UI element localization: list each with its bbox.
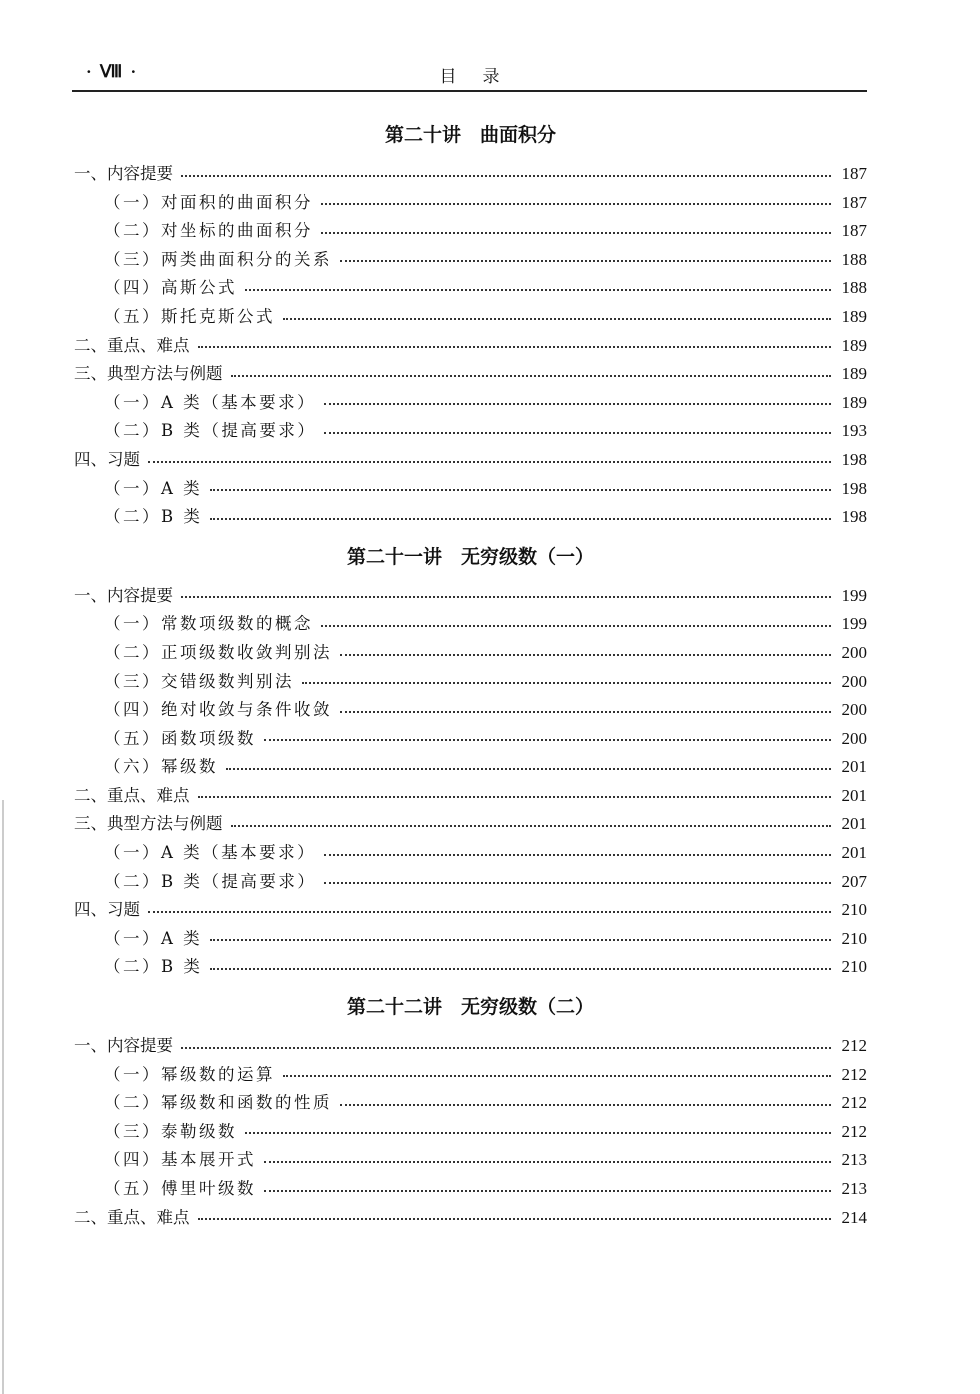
toc-entry-label: （四）高斯公式 [104, 278, 237, 298]
dot-leader [321, 232, 831, 234]
dot-leader [198, 346, 832, 348]
dot-leader [264, 739, 831, 741]
dot-leader [210, 939, 831, 941]
dot-leader [210, 518, 831, 520]
toc-entry[interactable] [74, 953, 867, 982]
toc-entry[interactable] [74, 925, 867, 954]
toc-entry[interactable] [74, 868, 867, 897]
dot-leader [264, 1161, 831, 1163]
toc-entry-page: 212 [841, 1064, 867, 1084]
binding-edge [2, 800, 4, 1394]
toc-entry-label: （二）B 类 [104, 507, 203, 527]
toc-entry[interactable] [74, 475, 867, 504]
toc-entry[interactable] [74, 332, 867, 361]
toc-entry[interactable] [74, 668, 867, 697]
toc-entry-page: 189 [841, 364, 867, 384]
toc-entry-page: 200 [841, 728, 867, 748]
toc-entry-page: 210 [841, 928, 867, 948]
toc-entry-page: 214 [841, 1207, 867, 1227]
toc-entry[interactable] [74, 189, 867, 218]
toc-entry[interactable] [74, 725, 867, 754]
toc-entry-page: 200 [841, 671, 867, 691]
dot-leader [245, 1132, 831, 1134]
toc-entry-page: 198 [841, 507, 867, 527]
toc-entry[interactable] [74, 753, 867, 782]
toc-entry-label: （一）A 类 [104, 478, 203, 498]
section-title: 第二十二讲 无穷级数（二） [346, 996, 594, 1019]
toc-entry-page: 212 [841, 1121, 867, 1141]
toc-entry-page: 200 [841, 700, 867, 720]
toc-entry[interactable] [74, 610, 867, 639]
toc-entry-label: （五）傅里叶级数 [104, 1179, 256, 1198]
section-title: 第二十讲 曲面积分 [384, 124, 556, 146]
dot-leader [210, 968, 831, 970]
toc-entry[interactable] [74, 1032, 867, 1061]
toc-entry[interactable] [74, 839, 867, 868]
toc-entry[interactable] [74, 446, 867, 475]
toc-section [74, 116, 867, 532]
toc-entry-label: （二）B 类 [104, 957, 203, 977]
toc-entry[interactable] [74, 582, 867, 611]
dot-leader [340, 711, 831, 713]
dot-leader [231, 825, 832, 827]
toc-entry[interactable] [74, 1061, 867, 1090]
page-title: 目录 [439, 67, 526, 87]
dot-leader [283, 1075, 831, 1077]
toc-entry-page: 201 [841, 843, 867, 863]
toc-entry-page: 189 [841, 335, 867, 355]
dot-leader [264, 1190, 831, 1192]
dot-leader [226, 768, 831, 770]
toc-entry-label: （一）A 类 [104, 928, 203, 948]
toc-entry[interactable] [74, 389, 867, 418]
toc-entry[interactable] [74, 896, 867, 925]
toc-entry[interactable] [74, 274, 867, 303]
toc-entry-label: （六）幂级数 [104, 757, 218, 777]
toc-entry-label: 四、习题 [74, 449, 140, 469]
dot-leader [148, 461, 831, 463]
toc-entry-page: 198 [841, 478, 867, 498]
toc-entry-label: （一）常数项级数的概念 [104, 614, 313, 634]
toc-entry-label: （五）斯托克斯公式 [104, 306, 275, 326]
toc-entry-label: （三）交错级数判别法 [104, 671, 294, 691]
toc-entry-page: 201 [841, 757, 867, 777]
toc-entry-label: （三）泰勒级数 [104, 1121, 237, 1141]
toc-content [74, 116, 867, 1238]
toc-entry-label: 一、内容提要 [74, 164, 173, 183]
dot-leader [198, 1218, 832, 1220]
dot-leader [340, 1104, 831, 1106]
dot-leader [321, 625, 831, 627]
toc-entry[interactable] [74, 303, 867, 332]
dot-leader [340, 654, 831, 656]
toc-entry-page: 207 [841, 871, 867, 891]
toc-entry-label: （一）幂级数的运算 [104, 1064, 275, 1084]
toc-entry[interactable] [74, 639, 867, 668]
toc-entry[interactable] [74, 1175, 867, 1204]
toc-entry-page: 187 [841, 221, 867, 241]
toc-entry-page: 199 [841, 585, 867, 605]
toc-entry-label: （四）基本展开式 [104, 1150, 256, 1170]
dot-leader [181, 175, 831, 177]
toc-entry-label: 一、内容提要 [74, 585, 173, 605]
toc-entry-page: 199 [841, 614, 867, 634]
dot-leader [324, 432, 831, 434]
toc-entry[interactable] [74, 246, 867, 275]
toc-entry-label: （二）幂级数和函数的性质 [104, 1093, 332, 1113]
toc-entry[interactable] [74, 1118, 867, 1147]
toc-section [74, 988, 867, 1232]
toc-entry-page: 210 [841, 900, 867, 920]
toc-entry-page: 187 [841, 192, 867, 212]
toc-entry-page: 201 [841, 814, 867, 834]
toc-entry-label: （五）函数项级数 [104, 728, 256, 748]
toc-entry-page: 187 [841, 164, 867, 183]
toc-entry[interactable] [74, 810, 867, 839]
dot-leader [245, 289, 831, 291]
toc-entry-label: （一）对面积的曲面积分 [104, 192, 313, 212]
toc-entry[interactable] [74, 1146, 867, 1175]
dot-leader [302, 682, 831, 684]
dot-leader [321, 203, 831, 205]
toc-entry-label: （二）对坐标的曲面积分 [104, 221, 313, 241]
toc-entry[interactable] [74, 503, 867, 532]
toc-entry[interactable] [74, 360, 867, 389]
page-number: · Ⅷ · [86, 62, 139, 81]
toc-entry-page: 213 [841, 1150, 867, 1170]
toc-entry-label: 三、典型方法与例题 [74, 814, 223, 834]
dot-leader [231, 375, 832, 377]
toc-entry-label: 三、典型方法与例题 [74, 364, 223, 384]
toc-entry[interactable] [74, 782, 867, 811]
dot-leader [340, 260, 831, 262]
toc-entry-page: 210 [841, 957, 867, 977]
dot-leader [324, 403, 831, 405]
toc-entry[interactable] [74, 696, 867, 725]
toc-entry-label: （四）绝对收敛与条件收敛 [104, 700, 332, 720]
page-header [72, 56, 867, 92]
toc-entry[interactable] [74, 417, 867, 446]
toc-entry-label: （三）两类曲面积分的关系 [104, 249, 332, 269]
dot-leader [181, 1047, 831, 1049]
toc-entry-page: 200 [841, 642, 867, 662]
dot-leader [324, 882, 831, 884]
toc-entry-page: 189 [841, 306, 867, 326]
toc-entry-label: 二、重点、难点 [74, 1207, 190, 1227]
section-title: 第二十一讲 无穷级数（一） [346, 545, 594, 568]
toc-entry-label: （二）B 类（提高要求） [104, 871, 317, 891]
toc-section [74, 538, 867, 982]
dot-leader [324, 854, 831, 856]
toc-entry-page: 188 [841, 249, 867, 269]
dot-leader [181, 596, 831, 598]
toc-entry-label: 二、重点、难点 [74, 785, 190, 805]
toc-entry-page: 188 [841, 278, 867, 298]
toc-entry-page: 212 [841, 1036, 867, 1056]
toc-entry-label: 一、内容提要 [74, 1036, 173, 1056]
toc-entry-label: （二）B 类（提高要求） [104, 421, 317, 441]
toc-entry-label: 四、习题 [74, 900, 140, 920]
toc-entry[interactable] [74, 217, 867, 246]
toc-entry-page: 212 [841, 1093, 867, 1113]
dot-leader [283, 318, 831, 320]
toc-entry-label: （一）A 类（基本要求） [104, 843, 317, 863]
toc-entry[interactable] [74, 1089, 867, 1118]
toc-entry-label: （二）正项级数收敛判别法 [104, 642, 332, 662]
dot-leader [148, 911, 831, 913]
dot-leader [210, 489, 831, 491]
toc-entry-page: 193 [841, 421, 867, 441]
toc-entry-label: 二、重点、难点 [74, 335, 190, 355]
toc-entry-page: 201 [841, 785, 867, 805]
toc-entry-page: 189 [841, 392, 867, 412]
toc-entry-label: （一）A 类（基本要求） [104, 392, 317, 412]
toc-entry[interactable] [74, 1204, 867, 1233]
toc-entry[interactable] [74, 160, 867, 189]
toc-entry-page: 198 [841, 449, 867, 469]
dot-leader [198, 796, 832, 798]
toc-entry-page: 213 [841, 1179, 867, 1198]
